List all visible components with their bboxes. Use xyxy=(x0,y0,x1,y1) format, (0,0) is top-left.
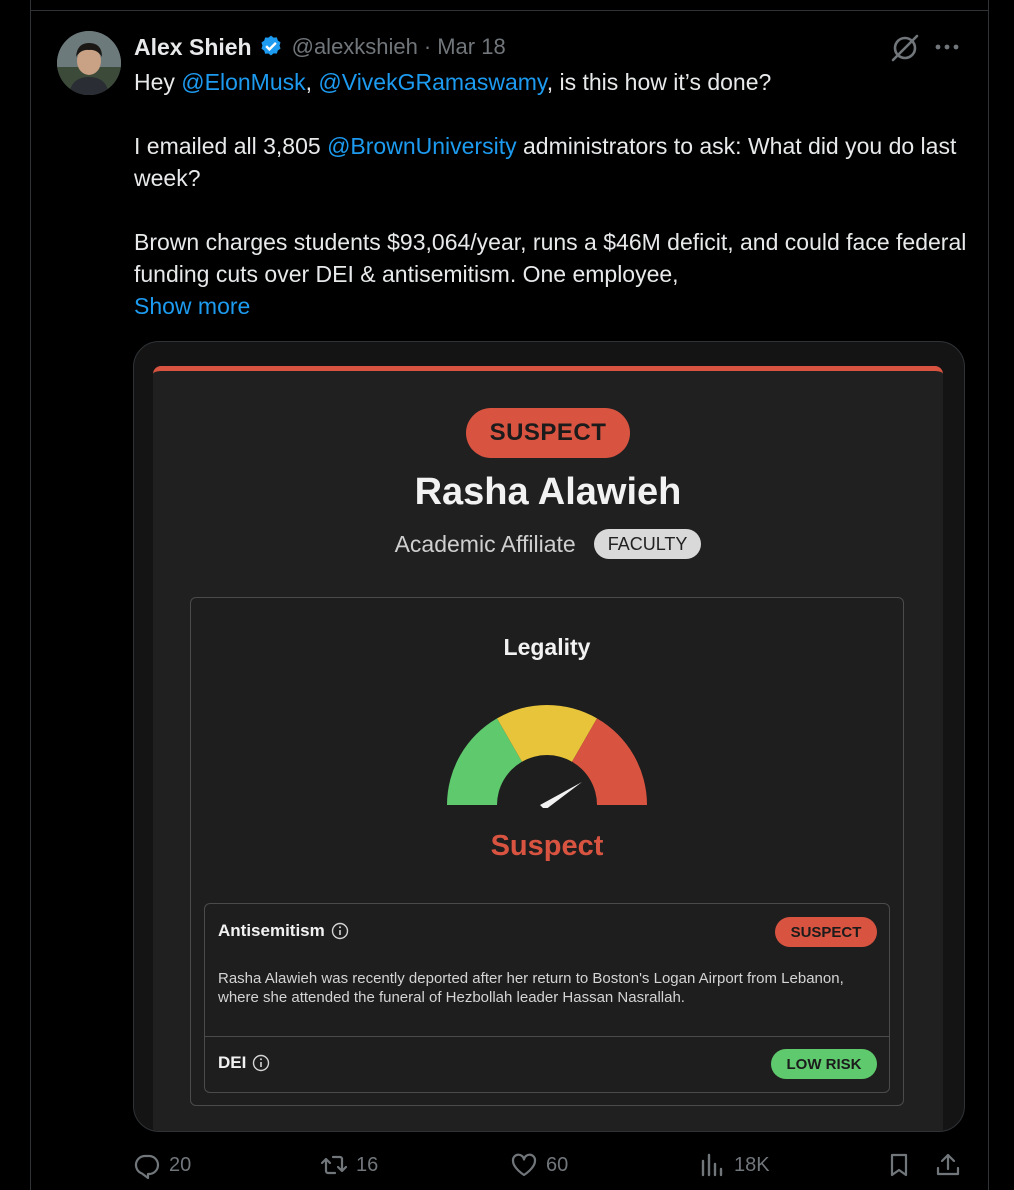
like-icon xyxy=(510,1151,538,1179)
avatar-photo xyxy=(57,31,121,95)
risk-row-dei xyxy=(205,1037,889,1092)
avatar[interactable] xyxy=(57,31,121,95)
person-name: Rasha Alawieh xyxy=(414,471,682,513)
risk-title-dei: DEI xyxy=(218,1053,270,1073)
status-pill: SUSPECT xyxy=(466,408,630,458)
info-icon[interactable] xyxy=(331,922,349,940)
handle[interactable]: @alexkshieh xyxy=(291,34,418,59)
like-button[interactable] xyxy=(510,1151,568,1179)
tweet-actions xyxy=(0,1146,1014,1186)
views-button[interactable] xyxy=(698,1151,770,1179)
display-name[interactable]: Alex Shieh xyxy=(134,33,252,60)
risk-badge-low-risk: LOW RISK xyxy=(771,1049,877,1079)
reply-button[interactable] xyxy=(133,1151,191,1179)
info-icon[interactable] xyxy=(252,1054,270,1072)
gauge-needle xyxy=(540,782,582,808)
legality-title: Legality xyxy=(503,634,591,660)
mention-elonmusk[interactable]: @ElonMusk xyxy=(181,69,306,95)
role-label: Academic Affiliate xyxy=(394,530,576,557)
bookmark-button[interactable] xyxy=(885,1151,913,1184)
mention-vivekgramaswamy[interactable]: @VivekGRamaswamy xyxy=(318,69,547,95)
gauge-label: Suspect xyxy=(490,830,604,862)
timeline-divider xyxy=(30,10,988,11)
tweet-paragraph-3: Brown charges students $93,064/year, runs a $46M deficit, and could face federal funding cuts over DEI & antisemitism. One employee, xyxy=(134,229,967,287)
role-row xyxy=(153,529,943,559)
repost-count: 16 xyxy=(356,1153,379,1176)
tweet-paragraph-2: I emailed all 3,805 @BrownUniversity administrators to ask: What did you do last week? xyxy=(134,133,957,191)
risk-badge-suspect: SUSPECT xyxy=(775,917,877,947)
tweet-line-1: Hey @ElonMusk, @VivekGRamaswamy, is this how it’s done? xyxy=(134,69,772,95)
verified-badge-icon xyxy=(258,34,284,60)
risk-panel xyxy=(204,903,890,1093)
profile-card xyxy=(153,366,943,1132)
tweet-date[interactable]: Mar 18 xyxy=(437,34,506,59)
tweet-text xyxy=(134,66,974,322)
column-border-right xyxy=(988,0,989,1190)
show-more-link[interactable]: Show more xyxy=(134,293,251,319)
views-icon xyxy=(698,1151,726,1179)
views-count: 18K xyxy=(734,1153,770,1176)
legality-panel xyxy=(190,597,904,1106)
repost-icon xyxy=(320,1151,348,1179)
risk-row-antisemitism xyxy=(205,904,889,1037)
role-badge: FACULTY xyxy=(594,529,702,559)
tweet-header xyxy=(134,30,506,64)
bookmark-icon xyxy=(885,1151,913,1179)
reply-icon xyxy=(133,1151,161,1179)
legality-gauge xyxy=(444,702,650,808)
more-icon[interactable] xyxy=(933,36,961,58)
like-count: 60 xyxy=(546,1153,569,1176)
header-separator: · xyxy=(423,34,432,59)
reply-count: 20 xyxy=(169,1153,192,1176)
share-icon xyxy=(934,1151,962,1179)
column-border-left xyxy=(30,0,31,1190)
mention-brownuniversity[interactable]: @BrownUniversity xyxy=(327,133,517,159)
grok-icon[interactable] xyxy=(888,31,922,65)
tweet-media[interactable] xyxy=(133,341,965,1132)
risk-description: Rasha Alawieh was recently deported after her return to Boston's Logan Airport from Lebanon, where she attended the funeral of Hezbollah leader Hassan Nasrallah. xyxy=(218,970,844,1006)
risk-title-antisemitism: Antisemitism xyxy=(218,921,349,941)
share-button[interactable] xyxy=(934,1151,962,1184)
repost-button[interactable] xyxy=(320,1151,378,1179)
